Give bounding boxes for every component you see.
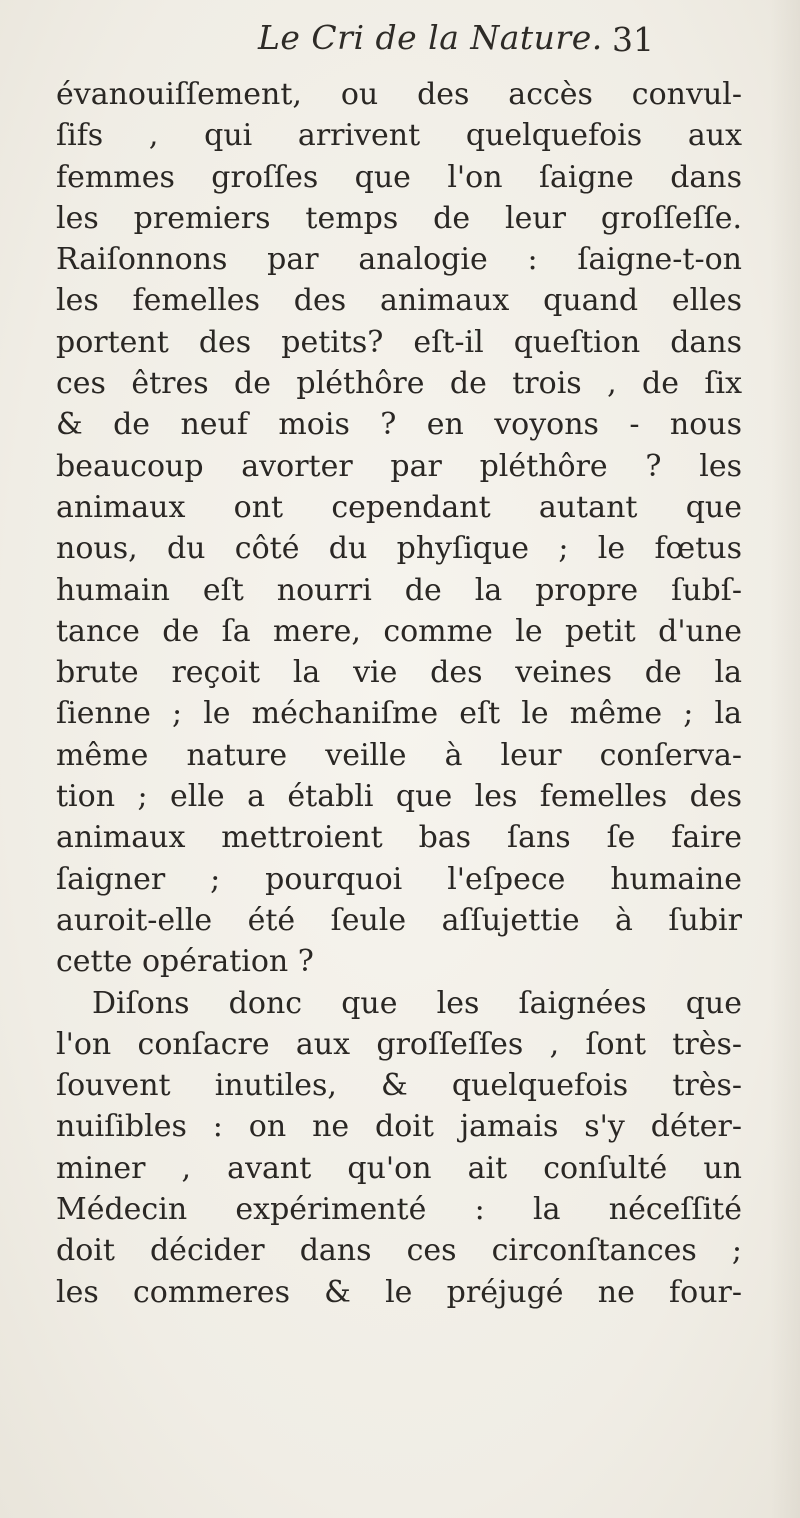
page-header xyxy=(0,18,800,68)
text-line-paragraph-end: cette opération ? xyxy=(56,944,314,980)
text-line: miner , avant qu'on ait conſulté un xyxy=(56,1150,742,1186)
text-line: humain eſt nourri de la propre ſubſ- xyxy=(56,572,742,608)
text-line: auroit-elle été ſeule aſſujettie à ſubir xyxy=(56,902,742,938)
running-title: Le Cri de la Nature. xyxy=(258,18,603,57)
text-line: même nature veille à leur conſerva- xyxy=(56,737,742,773)
text-line: & de neuf mois ? en voyons - nous xyxy=(56,407,742,443)
text-line: les femelles des animaux quand elles xyxy=(56,283,742,319)
text-line: ſifs , qui arrivent quelquefois aux xyxy=(56,118,742,154)
text-line: brute reçoit la vie des veines de la xyxy=(56,655,742,691)
text-line: animaux mettroient bas ſans ſe faire xyxy=(56,820,742,856)
text-line: les premiers temps de leur groſſeſſe. xyxy=(56,200,742,236)
page-edge-shadow xyxy=(770,0,800,1518)
text-line: nous, du côté du phyſique ; le fœtus xyxy=(56,531,742,567)
text-line: ſouvent inutiles, & quelquefois très- xyxy=(56,1068,742,1104)
body-text xyxy=(56,74,742,1313)
text-line: femmes groſſes que l'on ſaigne dans xyxy=(56,159,742,195)
text-line: animaux ont cependant autant que xyxy=(56,489,742,525)
text-line: Raiſonnons par analogie : ſaigne-t-on xyxy=(56,242,742,278)
text-line: nuiſibles : on ne doit jamais s'y déter- xyxy=(56,1109,742,1145)
text-line: portent des petits? eſt-il queſtion dans xyxy=(56,324,742,360)
text-line: ſienne ; le méchaniſme eſt le même ; la xyxy=(56,696,742,732)
page-number: 31 xyxy=(612,20,654,59)
text-line: tion ; elle a établi que les femelles des xyxy=(56,779,742,815)
text-line-paragraph-start: Diſons donc que les ſaignées que xyxy=(92,985,742,1021)
text-line: les commeres & le préjugé ne four- xyxy=(56,1274,742,1310)
text-line: l'on conſacre aux groſſeſſes , ſont très- xyxy=(56,1026,742,1062)
text-line: évanouiſſement, ou des accès convul- xyxy=(56,77,742,112)
text-line: ces êtres de pléthôre de trois , de ſix xyxy=(56,366,742,402)
text-line: beaucoup avorter par pléthôre ? les xyxy=(56,448,742,484)
text-line: Médecin expérimenté : la néceſſité xyxy=(56,1192,742,1228)
text-line: ſaigner ; pourquoi l'eſpece humaine xyxy=(56,861,742,897)
text-line: doit décider dans ces circonſtances ; xyxy=(56,1233,742,1269)
text-line: tance de ſa mere, comme le petit d'une xyxy=(56,613,742,649)
